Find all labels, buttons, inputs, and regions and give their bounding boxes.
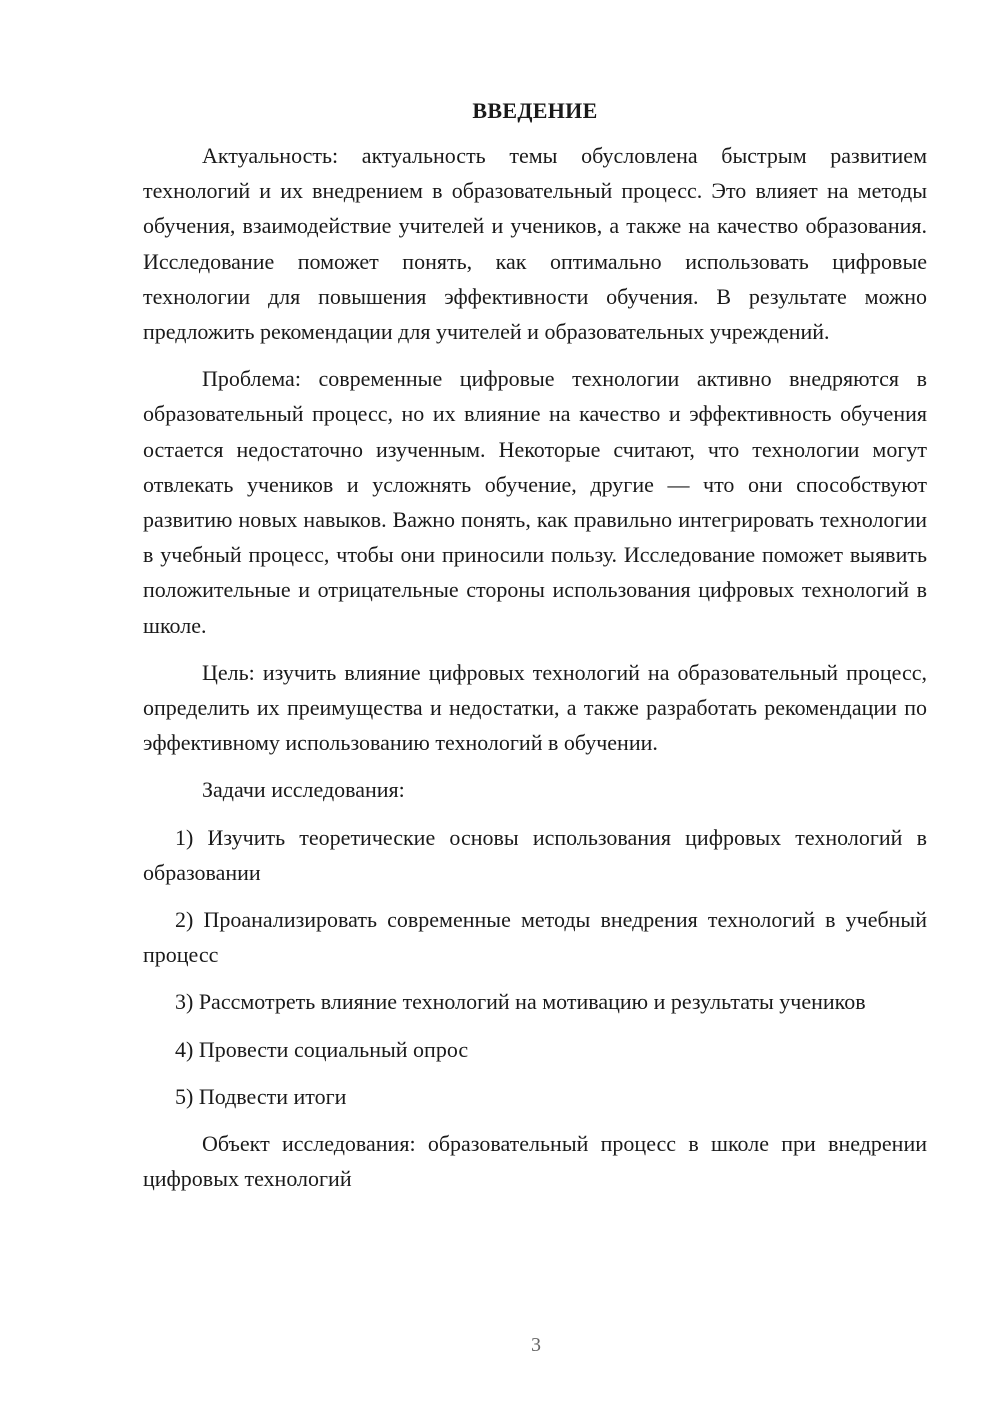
object-paragraph: Объект исследования: образовательный процесс в школе при внедрении цифровых технологий [143, 1131, 927, 1192]
task-item: 3) Рассмотреть влияние технологий на мотивацию и результаты учеников [175, 989, 866, 1015]
task-item: 4) Провести социальный опрос [175, 1036, 469, 1062]
task-item: 5) Подвести итоги [175, 1083, 347, 1109]
page-content [143, 94, 927, 1196]
section-title: ВВЕДЕНИЕ [472, 98, 598, 123]
tasks-heading: Задачи исследования: [202, 777, 405, 803]
page-number: 3 [531, 1334, 541, 1356]
task-item: 1) Изучить теоретические основы использования цифровых технологий в образовании [143, 824, 927, 885]
problem-paragraph: Проблема: современные цифровые технологии активно внедряются в образовательный процесс, но их влияние на качество и эффективность обучения остается недостаточно изученным. Некоторые считают, что технологии могут отвлекать учеников и усложнять обучение, другие — что они способствуют развитию новых навыков. Важно понять, как правильно интегрировать технологии в учебный процесс, чтобы они приносили пользу. Исследование поможет выявить положительные и отрицательные стороны использования цифровых технологий в школе. [143, 366, 927, 638]
goal-paragraph: Цель: изучить влияние цифровых технологий на образовательный процесс, определить их преимущества и недостатки, а также разработать рекомендации по эффективному использованию технологий в обучении. [143, 659, 927, 756]
relevance-paragraph: Актуальность: актуальность темы обусловлена быстрым развитием технологий и их внедрением в образовательный процесс. Это влияет на методы обучения, взаимодействие учителей и учеников, а также на качество образования. Исследование поможет понять, как оптимально использовать цифровые технологии для повышения эффективности обучения. В результате можно предложить рекомендации для учителей и образовательных учреждений. [143, 143, 927, 345]
task-item: 2) Проанализировать современные методы внедрения технологий в учебный процесс [143, 907, 927, 968]
